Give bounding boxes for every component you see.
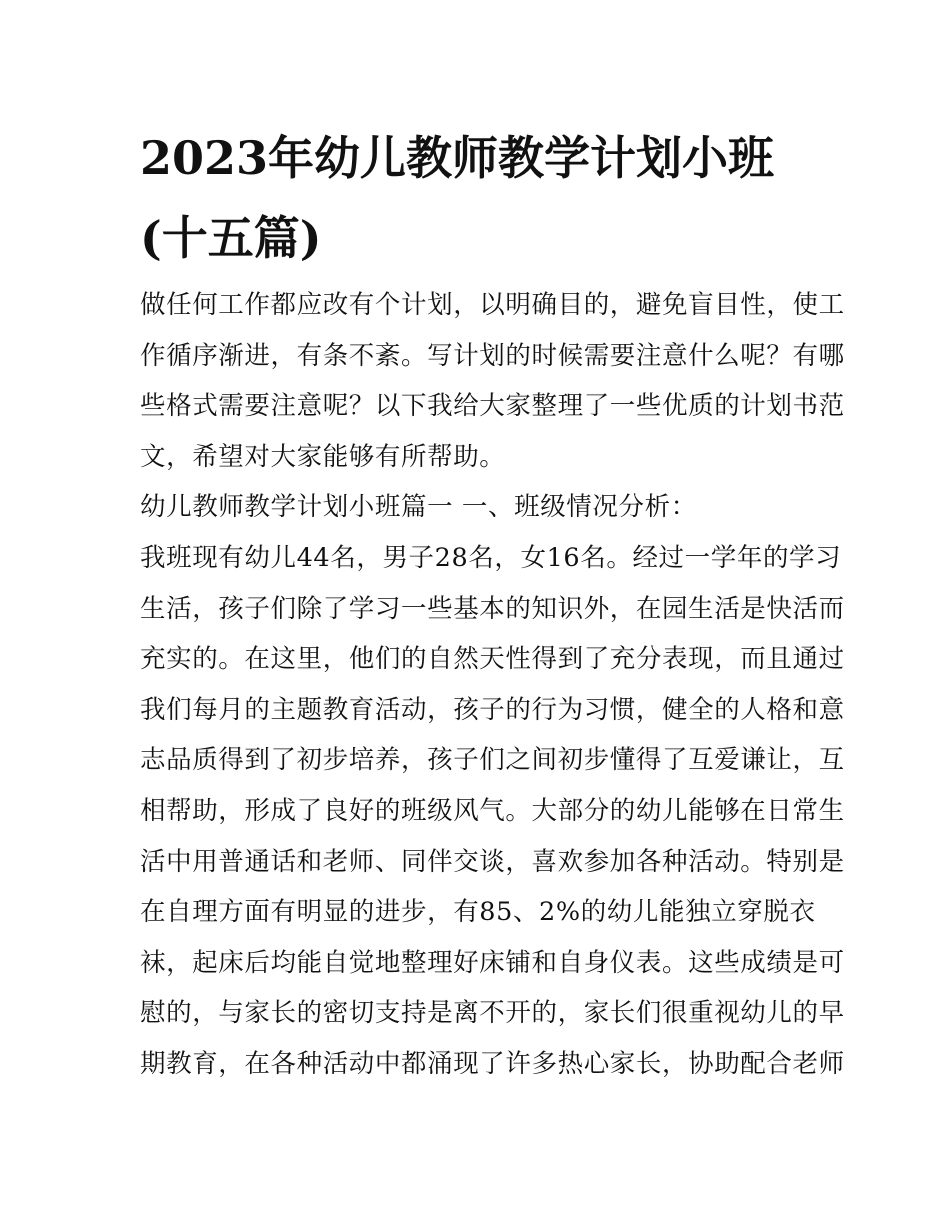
intro-line: 文，希望对大家能够有所帮助。 — [140, 441, 506, 472]
paragraph-line: 袜，起床后均能自觉地整理好床铺和自身仪表。这些成绩是可 — [140, 947, 845, 978]
paragraph-line: 相帮助，形成了良好的班级风气。大部分的幼儿能够在日常生 — [140, 795, 845, 826]
paragraph-line: 生活，孩子们除了学习一些基本的知识外，在园生活是快活而 — [140, 593, 845, 624]
document-body — [140, 280, 845, 1090]
document-title — [140, 118, 840, 278]
title-line-1: 2023年幼儿教师教学计划小班 — [140, 131, 775, 185]
paragraph-line: 充实的。在这里，他们的自然天性得到了充分表现，而且通过 — [140, 644, 845, 675]
title-line-2: (十五篇) — [140, 211, 322, 265]
intro-line: 作循序渐进，有条不紊。写计划的时候需要注意什么呢？有哪 — [140, 340, 845, 371]
intro-line: 些格式需要注意呢？以下我给大家整理了一些优质的计划书范 — [140, 391, 845, 422]
paragraph-line: 慰的，与家长的密切支持是离不开的，家长们很重视幼儿的早 — [140, 998, 845, 1029]
paragraph-line: 在自理方面有明显的进步，有85、2%的幼儿能独立穿脱衣 — [140, 897, 816, 928]
paragraph-line: 我班现有幼儿44名，男子28名，女16名。经过一学年的学习 — [140, 542, 842, 573]
intro-line: 做任何工作都应改有个计划，以明确目的，避免盲目性，使工 — [140, 290, 845, 320]
paragraph-line: 期教育，在各种活动中都涌现了许多热心家长，协助配合老师 — [140, 1048, 845, 1079]
paragraph-line: 志品质得到了初步培养，孩子们之间初步懂得了互爱谦让，互 — [140, 745, 845, 776]
section-heading: 幼儿教师教学计划小班篇一 一、班级情况分析： — [140, 492, 697, 523]
paragraph-line: 我们每月的主题教育活动，孩子的行为习惯，健全的人格和意 — [140, 694, 845, 725]
paragraph-line: 活中用普通话和老师、同伴交谈，喜欢参加各种活动。特别是 — [140, 846, 845, 877]
